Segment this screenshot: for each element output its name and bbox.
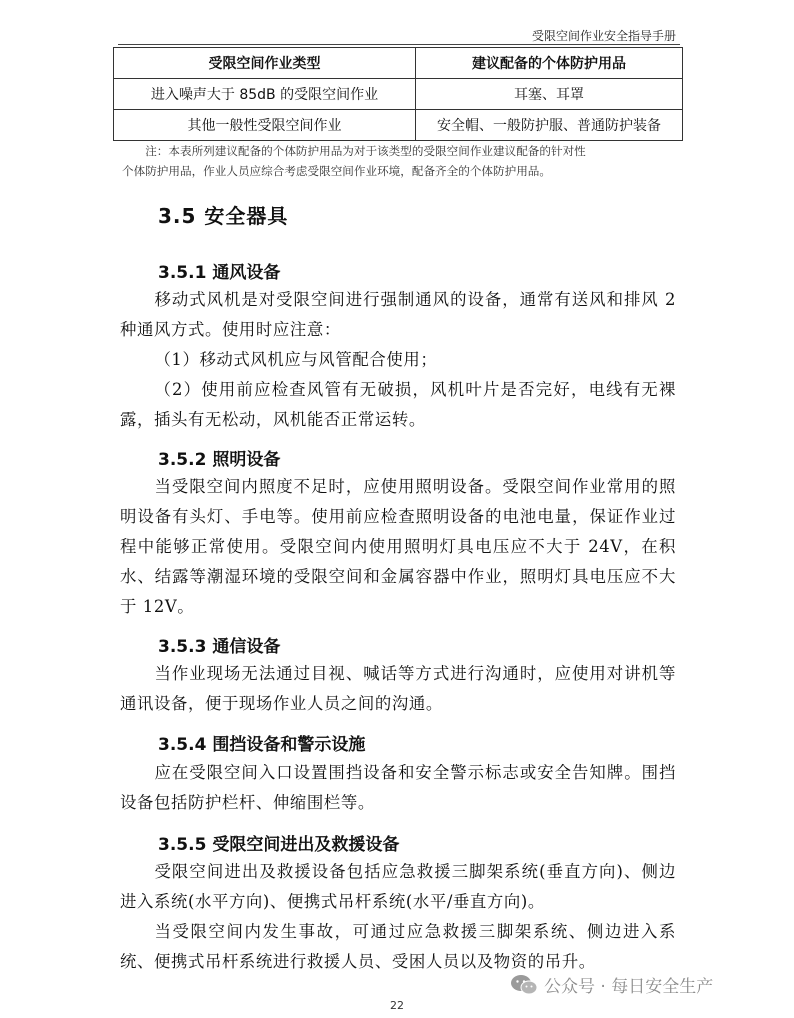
watermark-text: 公众号 · 每日安全生产 xyxy=(544,977,714,997)
table-row xyxy=(114,110,683,141)
subsection-heading: 3.5.4 围挡设备和警示设施 xyxy=(158,735,366,755)
subsection-heading: 3.5.5 受限空间进出及救援设备 xyxy=(158,835,400,855)
paragraph: 当受限空间内发生事故，可通过应急救援三脚架系统、侧边进入系统、便携式吊杆系统进行救援人员、受困人员以及物资的吊升。 xyxy=(120,922,676,971)
subsection-heading: 3.5.2 照明设备 xyxy=(158,450,281,470)
header-rule xyxy=(118,44,680,45)
table-note-line: 个体防护用品，作业人员应综合考虑受限空间作业环境，配备齐全的个体防护用品。 xyxy=(122,164,551,178)
table-note xyxy=(122,141,682,181)
section-heading: 3.5 安全器具 xyxy=(158,204,289,228)
paragraph: 当受限空间内照度不足时，应使用照明设备。受限空间作业常用的照明设备有头灯、手电等。使用前应检查照明设备的电池电量，保证作业过程中能够正常使用。受限空间内使用照明灯具电压应不大于 24V，在积水、结露等潮湿环境的受限空间和金属容器中作业，照明灯具电压应不大于 12V。 xyxy=(120,477,676,616)
table-cell: 进入噪声大于 85dB 的受限空间作业 xyxy=(114,79,416,110)
paragraph: （2）使用前应检查风管有无破损，风机叶片是否完好，电线有无裸露，插头有无松动，风机能否正常运转。 xyxy=(120,380,676,429)
subsection-body xyxy=(120,758,676,818)
subsection-body xyxy=(120,472,676,622)
ppe-table xyxy=(113,47,683,141)
subsection-body xyxy=(120,857,676,977)
paragraph: 移动式风机是对受限空间进行强制通风的设备，通常有送风和排风 2 种通风方式。使用时应注意： xyxy=(120,290,676,339)
table-cell: 其他一般性受限空间作业 xyxy=(114,110,416,141)
wechat-icon xyxy=(510,974,538,996)
table-row xyxy=(114,79,683,110)
paragraph: 受限空间进出及救援设备包括应急救援三脚架系统(垂直方向)、侧边进入系统(水平方向)、便携式吊杆系统(水平/垂直方向)。 xyxy=(120,862,676,911)
subsection-body xyxy=(120,285,676,435)
paragraph: 当作业现场无法通过目视、喊话等方式进行沟通时，应使用对讲机等通讯设备，便于现场作业人员之间的沟通。 xyxy=(120,664,676,713)
table-header-cell: 建议配备的个体防护用品 xyxy=(416,48,683,79)
running-header: 受限空间作业安全指导手册 xyxy=(531,29,676,43)
subsection-heading: 3.5.3 通信设备 xyxy=(158,637,281,657)
paragraph: 应在受限空间入口设置围挡设备和安全警示标志或安全告知牌。围挡设备包括防护栏杆、伸缩围栏等。 xyxy=(120,763,676,812)
table-cell: 安全帽、一般防护服、普通防护装备 xyxy=(416,110,683,141)
subsection-body xyxy=(120,659,676,719)
page-number: 22 xyxy=(390,999,404,1012)
subsection-heading: 3.5.1 通风设备 xyxy=(158,263,281,283)
table-header-cell: 受限空间作业类型 xyxy=(114,48,416,79)
paragraph: （1）移动式风机应与风管配合使用； xyxy=(154,350,438,369)
table-header-row xyxy=(114,48,683,79)
table-cell: 耳塞、耳罩 xyxy=(416,79,683,110)
watermark xyxy=(510,972,713,997)
table-note-line: 注：本表所列建议配备的个体防护用品为对于该类型的受限空间作业建议配备的针对性 xyxy=(145,144,586,158)
